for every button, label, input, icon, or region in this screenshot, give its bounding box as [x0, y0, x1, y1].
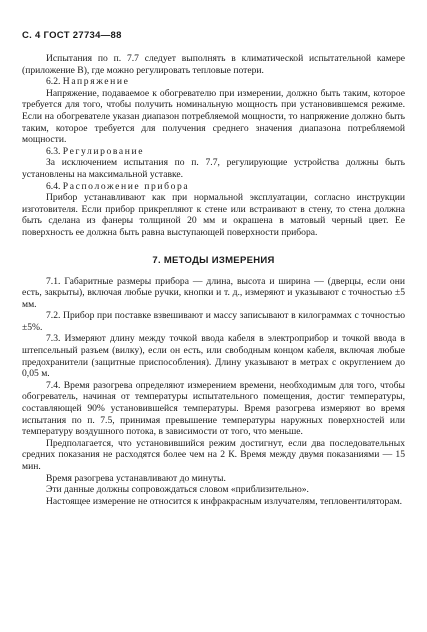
paragraph-approximate: Эти данные должны сопровождаться словом «приблизительно».: [46, 484, 309, 496]
section-title: 7. МЕТОДЫ ИЗМЕРЕНИЯ: [152, 254, 275, 266]
subsection-number: 6.4.: [46, 180, 61, 192]
subsection-number: 6.2.: [46, 76, 61, 88]
paragraph-steady-state: Предполагается, что установившийся режим достигнут, если два последовательных средних показания не расходятся более чем на 2 К. Время между двумя показаниями — 15 мин.: [22, 437, 405, 472]
subsection-6-3: [22, 146, 405, 158]
paragraph-warmup-time: Время разогрева устанавливают до минуты.: [46, 472, 226, 484]
subsection-6-4: [22, 181, 405, 193]
paragraph-7-1: 7.1. Габаритные размеры прибора — длина, высота и ширина — (дверцы, если они есть, закрыты), включая любые ручки, кнопки и т. д., измеряют и указывают с точностью ±5 мм.: [22, 275, 405, 310]
paragraph-placement: Прибор устанавливают как при нормальной эксплуатации, согласно инструкции изготовителя. Если прибор прикрепляют к стене или встраивают в стену, то стена должна быть сделана из фанеры толщиной 20 мм и окрашена в матовый черный цвет. Ее поверхность ее должна быть равна выступающей поверхности прибора.: [22, 192, 405, 238]
subsection-number: 6.3.: [46, 145, 61, 157]
subsection-6-2: [22, 76, 405, 88]
subsection-title: Регулирование: [62, 145, 145, 157]
paragraph-chamber: Испытания по п. 7.7 следует выполнять в климатической испытательной камере (приложение В), где можно регулировать тепловые потери.: [22, 53, 405, 76]
paragraph-regulation: За исключением испытания по п. 7.7, регулирующие устройства должны быть установлены на максимальной уставке.: [22, 157, 405, 180]
subsection-title: Напряжение: [62, 76, 130, 88]
subsection-title: Расположение прибора: [62, 180, 190, 192]
paragraph-7-3: 7.3. Измеряют длину между точкой ввода кабеля в электроприбор и точкой ввода в штепсельный разъем (вилку), если он есть, или свободным концом кабеля, включая любые предохранители (защитные приспособления). Длину указывают в метрах с округлением до 0,05 м.: [22, 333, 405, 380]
paragraph-7-2: 7.2. Прибор при поставке взвешивают и массу записывают в килограммах с точностью ±5%.: [22, 310, 405, 333]
paragraph-7-4: 7.4. Время разогрева определяют измерением времени, необходимым для того, чтобы обогреватель, начиная от температуры испытательного помещения, достиг температуры, составляющей 90% установившейся температуры. Время разогрева измеряют во время испытания по п. 7.5, принимая превышение температуры наружных поверхностей или температуру воздушного потока, в зависимости от того, что меньше.: [22, 379, 405, 438]
paragraph-voltage: Напряжение, подаваемое к обогревателю при измерении, должно быть таким, которое требуется для того, чтобы получить номинальную мощность при установившемся режиме. Если на обогревателе указан диапазон потребляемой мощности, то напряжение должно быть таким, которое требуется для получения среднего значения диапазона потребляемой мощности.: [22, 87, 405, 146]
paragraph-not-applicable: Настоящее измерение не относится к инфракрасным излучателям, тепловентиляторам.: [46, 495, 402, 507]
page-header: С. 4 ГОСТ 27734—88: [22, 30, 122, 41]
